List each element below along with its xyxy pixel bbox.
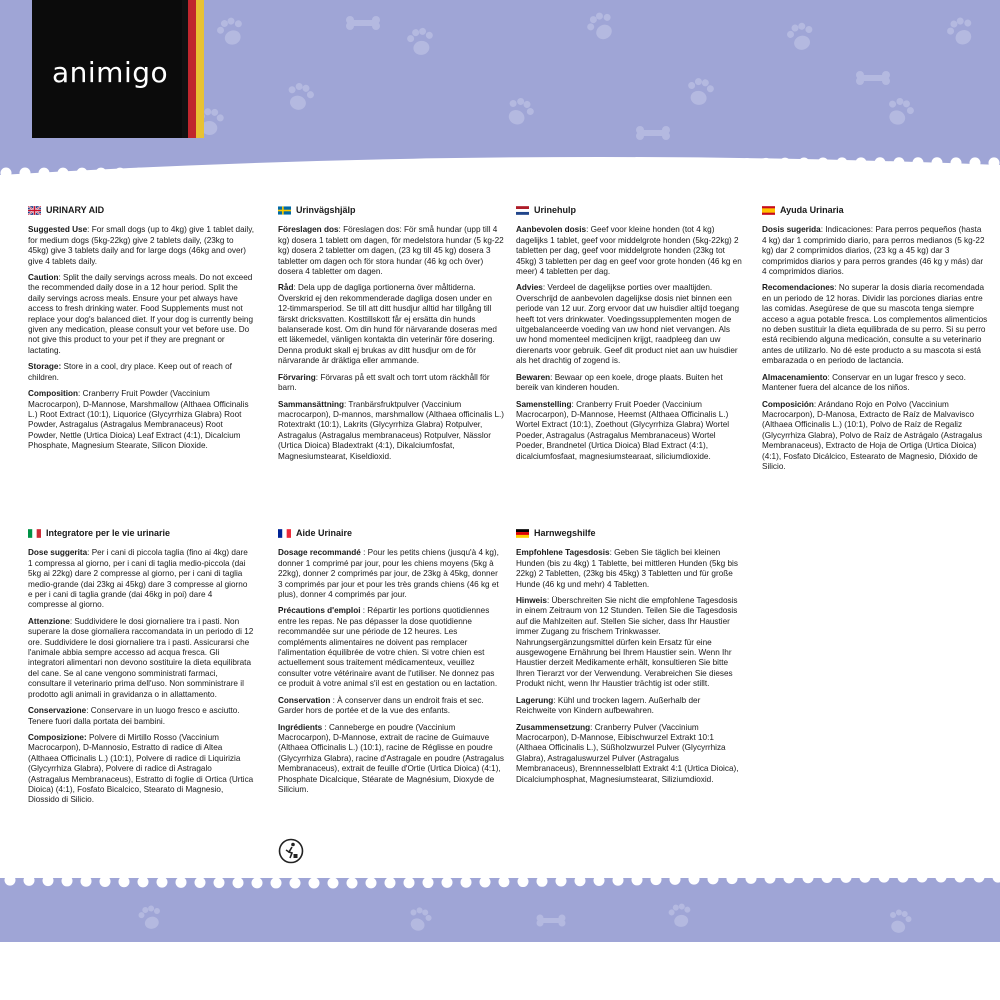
paragraph-label: Samenstelling: [516, 399, 572, 409]
paragraph-label: Caution: [28, 273, 59, 283]
paragraph-label: Dosis sugerida: [762, 225, 821, 235]
section-title: Harnwegshilfe: [534, 528, 596, 538]
info-paragraph: [762, 400, 988, 473]
paragraph-text: : Indicaciones: Para perros pequeños (hasta 4 kg) dar 1 comprimido diario, para perros medianos (5 kg-22 kg) dar 2 comprimidos diarios, (23 kg a 45 kg) dar 3 comprimidos diarios y para perros grandes (46 kg y más) dar 4 comprimidos diarios.: [762, 225, 985, 277]
paragraph-label: Dose suggerita: [28, 548, 88, 558]
paragraph-label: Sammansättning: [278, 399, 344, 409]
paragraph-label: Råd: [278, 283, 294, 293]
paragraph-label: Conservazione: [28, 706, 87, 716]
paragraph-label: Composition: [28, 389, 79, 399]
section-title: Urinehulp: [534, 205, 576, 215]
section-title: Ayuda Urinaria: [780, 205, 844, 215]
section-header: [28, 528, 254, 538]
paragraph-text: : Überschreiten Sie nicht die empfohlene Tagesdosis in einem Zeitraum von 12 Stunden. Teilen Sie die Tagesdosis auf die Mahlzeiten auf. Stellen Sie sicher, dass Ihr Haustier immer Zugang zu frischem Trinkwasser. Nahrungsergänzungsmittel dürfen kein Ersatz für eine ausgewogene Ernährung bei Ihrem Haustier sein. Wenn Ihr Haustier derzeit Medikamente erhält, konsultieren Sie bitte Ihren Tierarzt vor der Verwendung. Verabreichen Sie dieses Produkt nicht, wenn Ihr Haustier trächtig ist oder stillt.: [516, 596, 738, 689]
info-paragraph: [762, 373, 988, 394]
paragraph-text: : Förvaras på ett svalt och torrt utom räckhåll för barn.: [278, 372, 490, 393]
paragraph-label: Zusammensetzung: [516, 722, 591, 732]
paragraph-label: Hinweis: [516, 596, 547, 606]
info-paragraph: [278, 373, 504, 394]
paragraph-label: Précautions d'emploi: [278, 606, 361, 616]
paragraph-text: : For small dogs (up to 4kg) give 1 tablet daily, for medium dogs (5kg-22kg) give 2 tablets daily, (23kg to 45kg) give 3 tablets daily and for large dogs (46kg and over) give 4 tablets daily.: [28, 225, 255, 266]
sweden-flag-icon: [278, 206, 291, 215]
section-header: [28, 205, 254, 215]
tidyman-recycle-icon: [278, 838, 304, 864]
scallop-edge-top: [0, 150, 1000, 210]
section-header: [278, 528, 504, 538]
paragraph-text: : Arándano Rojo en Polvo (Vaccinium Macrocarpon), D-Manosa, Extracto de Raíz de Malvavisco (Althaea Officinalis L.) (10:1), Polvo de Raíz de Regaliz (Glycyrrhiza Glabra), Polvo de Raíz de Astrágalo (Astragalus Membranaceus), Extracto de Hoja de Ortiga (Urtica Dioica) (4:1), Fosfato Dicálcico, Estearato de Magnesio, Dióxido de Silicio.: [762, 399, 983, 471]
paragraph-label: Lagerung: [516, 695, 554, 705]
info-paragraph: [28, 362, 254, 383]
info-paragraph: [278, 723, 504, 796]
section-dutch: [516, 205, 742, 468]
section-title: Urinvägshjälp: [296, 205, 356, 215]
info-paragraph: [516, 548, 742, 590]
paragraph-text: : Tranbärsfruktpulver (Vaccinium macrocarpon), D-mannos, marshmallow (Althaea officinalis L.) Rotextrakt (10:1), Lakrits (Glycyrrhiza Glabra) Rotpulver, Astragalus (Astragalus membranaceus) Rotpulver, Nässlor (Urtica Dioica) Bladextrakt (4:1), Dikalciumfosfat, Magnesiumstearat, Kiseldioxid.: [278, 399, 504, 461]
section-spanish: [762, 205, 988, 478]
section-title: Aide Urinaire: [296, 528, 353, 538]
paragraph-label: Recomendaciones: [762, 283, 835, 293]
section-header: [762, 205, 988, 215]
paragraph-text: : Split the daily servings across meals. Do not exceed the recommended daily dose in a 12 hour period. Split the daily servings across meals. Ensure your pet always have access to fresh drinking water. Food Supplements must not replace your dog's balanced diet. If your dog is currently being given any medication, please consult your vet before use. Do not give this product to your pet if they are pregnant or lactating.: [28, 273, 254, 355]
paragraph-label: Föreslagen dos: [278, 225, 339, 235]
paragraph-text: : Verdeel de dagelijkse porties over maaltijden. Overschrijd de aanbevolen dagelijkse dosis niet binnen een periode van 12 uur. Zorg ervoor dat uw huisdier altijd toegang heeft tot vers drinkwater. Voedingssupplementen mogen de uitgebalanceerde voeding van uw hond niet vervangen. Als uw hond momenteel medicijnen krijgt, raadpleeg dan uw dierenarts voor gebruik. Geef dit product niet aan uw huisdier als het drachtig of zogend is.: [516, 283, 740, 366]
info-paragraph: [28, 706, 254, 727]
paragraph-text: : No superar la dosis diaria recomendada en un periodo de 12 horas. Dividir las porciones diarias entre las comidas. Asegúrese de que su mascota tenga siempre acceso a agua potable fresca. Los complementos alimenticios no deben sustituir la dieta equilibrada de su perro. Si su perro está recibiendo alguna medicación, consulte a su veterinario antes de utilizarlo. No dé este producto a su mascota si está embarazada o en periodo de lactancia.: [762, 283, 988, 366]
paragraph-text: : Conservar en un lugar fresco y seco. Mantener fuera del alcance de los niños.: [762, 372, 966, 393]
paragraph-text: : Répartir les portions quotidiennes entre les repas. Ne pas dépasser la dose quotidienne recommandée sur une période de 12 heures. Les compléments alimentaires ne doivent pas remplacer l'alimentation équilibrée de votre chien. Si votre chien est actuellement sous traitement médicamenteux, veuillez consulter votre vétérinaire avant de l'utiliser. Ne donnez pas ce produit à votre animal s'il est en gestation ou en lactation.: [278, 606, 498, 689]
paragraph-text: : Kühl und trocken lagern. Außerhalb der Reichweite von Kindern aufbewahren.: [516, 695, 701, 716]
info-paragraph: [28, 273, 254, 356]
netherlands-flag-icon: [516, 206, 529, 215]
info-paragraph: [762, 225, 988, 277]
paragraph-text: : Conservare in un luogo fresco e asciutto. Tenere fuori dalla portata dei bambini.: [28, 706, 240, 726]
paragraph-text: Store in a cool, dry place. Keep out of reach of children.: [28, 362, 232, 382]
paragraph-text: : Geben Sie täglich bei kleinen Hunden (bis zu 4kg) 1 Tablette, bei mittleren Hunden (5kg bis 22kg) 2 Tabletten, (23kg bis 45kg) 3 Tabletten und für große Hunde (46 kg und mehr) 4 Tabletten.: [516, 548, 738, 589]
paragraph-text: : Cranberry Pulver (Vaccinium Macrocarpon), D-Mannose, Eibischwurzel Extrakt 10:1 (Althaea Officinalis L.), Süßholzwurzel Pulver (Glycyrrhiza Glabra), Astragaluswurzel Pulver (Astragalus Membranaceus), Brennnesselblatt Extrakt 4:1 (Urtica Dioica), Dicalciumphosphat, Magnesiumstearat, Siliziumdioxid.: [516, 722, 739, 784]
section-header: [516, 205, 742, 215]
section-header: [516, 528, 742, 538]
brand-logo-text: animigo: [52, 56, 169, 89]
paragraph-label: Förvaring: [278, 372, 316, 382]
info-paragraph: [516, 225, 742, 277]
paragraph-label: Conservation: [278, 695, 331, 705]
italy-flag-icon: [28, 529, 41, 538]
paragraph-label: Aanbevolen dosis: [516, 225, 587, 235]
scallop-edge-bottom: [0, 862, 1000, 902]
brand-stripes: [182, 0, 214, 138]
paragraph-text: : Canneberge en poudre (Vaccinium Macrocarpon), D-Mannose, extrait de racine de Guimauve (Althaea Officinalis L.) (10:1), racine de Réglisse en poudre (Glycyrrhiza Glabra), racine d'Astragale en poudre (Astragalus Membranaceus), extrait de feuille d'Ortie (Urtica Dioica) (4:1), Phosphate Dicalcique, Stéarate de Magnésium, Dioxyde de Silicium.: [278, 722, 504, 794]
info-paragraph: [278, 225, 504, 277]
paragraph-text: : Per i cani di piccola taglia (fino ai 4kg) dare 1 compressa al giorno, per i cani di taglia medio-piccola (dai 5kg ai 22kg) dare 2 compresse al giorno, per i cani di taglia medio-grande (dai 23kg ai 45kg) dare 3 compresse al giorno e per i cani di taglia grande (dai 46kg in poi) dare 4 compresse al giorno.: [28, 548, 248, 610]
paragraph-text: : Suddividere le dosi giornaliere tra i pasti. Non superare la dose giornaliera raccomandata in un periodo di 12 ore. Suddividere le dosi giornaliere tra i pasti. Assicurarsi che l'animale abbia sempre accesso ad acqua fresca. Gli integratori alimentari non devono sostituire la dieta equilibrata del cane. Se al cane vengono somministrati farmaci, consultare il veterinario prima dell'uso. Non somministrare il prodotto agli animali in gravidanza o in allattamento.: [28, 616, 254, 699]
info-paragraph: [516, 723, 742, 785]
paragraph-label: Empfohlene Tagesdosis: [516, 548, 610, 558]
info-paragraph: [28, 389, 254, 451]
france-flag-icon: [278, 529, 291, 538]
paragraph-label: Composizione:: [28, 732, 87, 742]
paragraph-label: Suggested Use: [28, 225, 88, 235]
paragraph-text: Polvere di Mirtillo Rosso (Vaccinium Macrocarpon), D-Mannosio, Estratto di radice di Altea (Althaea Officinalis L.) (10:1), Polvere di radice di Liquirizia (Glycyrrhiza Glabra), Polvere di radice di Astragalo (Astragalus Membranaceus), Estratto di foglie di Ortica (Urtica Dioica) (4:1), Fosfato Bicalcico, Stearato di Magnesio, Diossido di Silicio.: [28, 732, 254, 805]
info-paragraph: [278, 606, 504, 689]
section-german: [516, 528, 742, 791]
paragraph-text: : Cranberry Fruit Powder (Vaccinium Macrocarpon), D-Mannose, Marshmallow (Althaea Officinalis L.) Root Extract (10:1), Liquorice (Glycyrrhiza Glabra) Root Powder, Astragalus (Astragalus Membranaceus) Root Powder, Nettle (Urtica Dioica) Leaf Extract (4:1), Dicalcium Phosphate, Magnesium Stearate, Silicon Dioxide.: [28, 389, 249, 451]
paragraph-label: Almacenamiento: [762, 372, 828, 382]
paragraph-text: : Cranberry Fruit Poeder (Vaccinium Macrocarpon), D-Mannose, Heemst (Althaea Officinalis L.) Wortel Extract (10:1), Zoethout (Glycyrrhiza Glabra) Wortel Poeder, Astragalus (Astragalus Membranaceus) Wortel Poeder, Brandnetel (Urtica Dioica) Blad Extract (4:1), dicalciumfosfaat, magnesiumstearaat, siliciumdioxide.: [516, 399, 730, 461]
paragraph-label: Ingrédients: [278, 722, 323, 732]
brand-logo: [32, 0, 182, 138]
info-paragraph: [516, 400, 742, 462]
section-english: [28, 205, 254, 458]
section-italian: [28, 528, 254, 812]
info-paragraph: [516, 596, 742, 690]
info-paragraph: [28, 225, 254, 267]
paragraph-label: Dosage recommandé: [278, 548, 361, 558]
paragraph-label: Bewaren: [516, 372, 551, 382]
uk-flag-icon: [28, 206, 41, 215]
paragraph-text: : À conserver dans un endroit frais et sec. Garder hors de portée et de la vue des enfants.: [278, 695, 484, 716]
spain-flag-icon: [762, 206, 775, 215]
info-paragraph: [278, 400, 504, 462]
paragraph-label: Storage:: [28, 362, 62, 372]
paragraph-label: Advies: [516, 283, 543, 293]
paragraph-text: : Föreslagen dos: För små hundar (upp till 4 kg) dosera 1 tablett om dagen, för medelstora hundar (5 kg-22 kg) dosera 2 tabletter om dagen, (23 kg till 45 kg) dosera 3 tabletter om dagen och för stora hundar (46 kg och över) dosera 4 tabletter om dagen.: [278, 225, 504, 277]
section-swedish: [278, 205, 504, 468]
section-header: [278, 205, 504, 215]
paragraph-text: : Geef voor kleine honden (tot 4 kg) dagelijks 1 tablet, geef voor middelgrote honden (5kg-22kg) 2 tabletten per dag, geef voor middelgrote honden (23kg tot 45kg) 3 tabletten per dag en geef voor grote honden (46 kg en meer) 4 tabletten per dag.: [516, 225, 742, 277]
section-french: [278, 528, 504, 801]
info-paragraph: [278, 696, 504, 717]
info-paragraph: [516, 283, 742, 366]
info-paragraph: [28, 617, 254, 700]
paragraph-label: Composición: [762, 399, 814, 409]
info-paragraph: [28, 548, 254, 610]
info-paragraph: [28, 733, 254, 806]
paragraph-text: : Bewaar op een koele, droge plaats. Buiten het bereik van kinderen houden.: [516, 372, 723, 393]
section-title: Integratore per le vie urinarie: [46, 528, 171, 538]
paragraph-text: : Dela upp de dagliga portionerna över måltiderna. Överskrid ej den rekommenderade dagliga dosen under en 12-timmarsperiod. Se till att ditt husdjur alltid har tillgång till färskt dricksvatten. Kosttillskott får ej ersätta din hunds balanserade kost. Om din hund för närvarande doseras med ett läkemedel, vänligen kontakta din veterinär före dosering. Denna produkt skall ej brukas av ditt husdjur om de för närvarande är dräktiga eller ammande.: [278, 283, 497, 366]
info-paragraph: [278, 283, 504, 366]
info-paragraph: [516, 696, 742, 717]
info-paragraph: [762, 283, 988, 366]
paragraph-label: Attenzione: [28, 616, 70, 626]
info-paragraph: [278, 548, 504, 600]
paragraph-text: : Pour les petits chiens (jusqu'à 4 kg), donner 1 comprimé par jour, pour les chiens moyens (5kg à 22kg), donner 2 comprimés par jour, de 23kg à 45kg, donner 3 comprimés par jour et pour les très grands chiens (46 kg et plus), donner 4 comprimés par jour.: [278, 548, 499, 600]
germany-flag-icon: [516, 529, 529, 538]
section-title: URINARY AID: [46, 205, 105, 215]
info-paragraph: [516, 373, 742, 394]
